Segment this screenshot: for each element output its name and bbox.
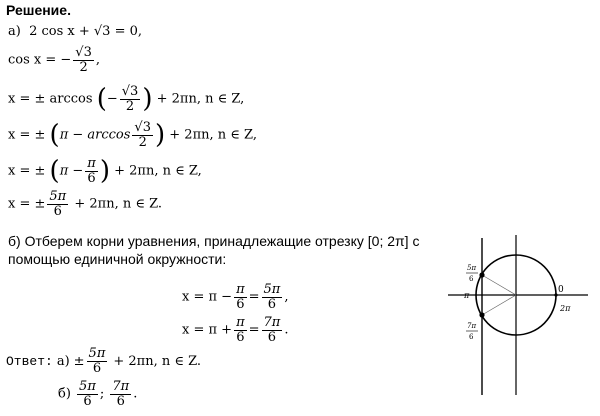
radius-line-top — [482, 275, 516, 295]
left-paren: ( — [96, 84, 107, 114]
punctuation: , — [284, 289, 289, 305]
answer-label: Ответ: — [6, 353, 53, 369]
fraction — [234, 316, 247, 344]
bottom-label-numerator: 7π — [467, 322, 477, 330]
equals-sign: = — [248, 289, 260, 305]
separator: ; — [99, 386, 105, 402]
equation-tail: + 2πn, n ∈ Z, — [114, 163, 202, 179]
equation-lhs: x = ± — [8, 196, 46, 212]
fraction-numerator: π — [236, 282, 245, 297]
fraction-numerator: 7π — [112, 379, 130, 394]
fraction-numerator: 7π — [263, 315, 281, 330]
fraction — [47, 190, 68, 218]
equation-tail: + 2πn, n ∈ Z. — [113, 353, 202, 369]
fraction-denominator: 6 — [92, 360, 102, 376]
fraction-numerator: 5π — [263, 282, 281, 297]
fraction — [110, 380, 131, 408]
fraction — [87, 347, 108, 375]
top-label-denominator: 6 — [469, 275, 474, 283]
fraction-numerator: π — [236, 315, 245, 330]
equation-lhs: x = π + — [182, 322, 233, 338]
unit-circle-diagram — [440, 230, 590, 400]
fraction-numerator: √3 — [121, 83, 139, 99]
fraction-denominator: 2 — [79, 59, 88, 75]
fraction-numerator: 5π — [49, 189, 67, 204]
fraction-denominator: 2 — [138, 134, 147, 150]
equals-sign: = — [248, 322, 260, 338]
point-7pi-6 — [479, 312, 484, 317]
fraction-numerator: √3 — [75, 45, 92, 60]
point-5pi-6 — [479, 272, 484, 277]
fraction — [262, 316, 283, 344]
fraction-denominator: 6 — [236, 329, 245, 345]
fraction-numerator: √3 — [134, 119, 151, 135]
equation-lhs: x = ± — [8, 163, 46, 179]
answer-a-label: а) — [56, 353, 70, 369]
equation-lhs: x = π − — [182, 289, 233, 305]
pi-label: π — [464, 291, 470, 300]
fraction — [77, 380, 98, 408]
fraction-numerator: 5π — [79, 379, 96, 394]
two-pi-label: 2π — [560, 304, 571, 313]
fraction-denominator: 6 — [53, 203, 62, 219]
fraction-denominator: 6 — [83, 393, 92, 409]
zero-label: 0 — [558, 285, 564, 295]
fraction — [85, 157, 98, 185]
radius-line-bottom — [482, 295, 516, 315]
fraction-denominator: 6 — [267, 296, 277, 312]
punctuation: . — [133, 386, 138, 402]
fraction — [234, 283, 247, 311]
equation-mid: π − — [59, 163, 84, 179]
part-b-text-line-1: б) Отберем корни уравнения, принадлежащие отрезку [0; 2π] с — [8, 233, 420, 249]
equation-mid: π − arccos — [59, 127, 131, 143]
fraction — [73, 46, 94, 74]
equation-lhs: x = ± — [8, 127, 46, 143]
minus-sign: − — [106, 91, 118, 107]
part-a-label: а) — [8, 24, 21, 39]
equation-line-6 — [8, 190, 162, 218]
part-b-equation-2 — [182, 316, 288, 344]
fraction-numerator: π — [87, 155, 96, 171]
right-paren: ) — [142, 84, 153, 114]
fraction-denominator: 6 — [267, 329, 277, 345]
bottom-label-denominator: 6 — [469, 333, 474, 341]
equation-line-2: cos x = − $\frac{√3}{2}$ , — [8, 45, 100, 75]
fraction-denominator: 2 — [125, 98, 135, 114]
equation-line-1 — [8, 24, 142, 39]
fraction-denominator: 6 — [236, 296, 245, 312]
right-paren: ) — [99, 156, 110, 186]
top-label-numerator: 5π — [467, 264, 477, 272]
equation-line-4 — [8, 120, 257, 150]
punctuation: . — [284, 322, 289, 338]
equation-text: 2 cos x + √3 = 0, — [29, 24, 143, 39]
part-b-text-line-2: помощью единичной окружности: — [8, 251, 227, 267]
fraction — [132, 121, 153, 149]
fraction-numerator: 5π — [88, 346, 106, 361]
fraction — [262, 283, 283, 311]
equation-tail: + 2πn, n ∈ Z, — [156, 91, 245, 107]
equation-lhs: cos x = − — [8, 52, 72, 68]
answer-line-a — [6, 347, 201, 375]
fraction — [120, 85, 141, 113]
fraction-denominator: 6 — [116, 393, 125, 409]
answer-line-b — [58, 380, 137, 408]
left-paren: ( — [49, 120, 60, 150]
plus-minus: ± — [73, 353, 85, 369]
equation-line-5 — [8, 156, 202, 186]
left-paren: ( — [49, 156, 60, 186]
equation-tail: + 2πn, n ∈ Z, — [169, 127, 257, 143]
fraction-denominator: 6 — [87, 170, 96, 186]
equation-lhs: x = ± arccos — [8, 91, 93, 107]
part-b-equation-1 — [182, 283, 288, 311]
answer-b-label: б) — [58, 386, 71, 402]
right-paren: ) — [154, 120, 166, 150]
equation-tail: + 2πn, n ∈ Z. — [74, 196, 163, 212]
equation-line-3 — [8, 84, 244, 114]
solution-title: Решение. — [6, 2, 71, 18]
